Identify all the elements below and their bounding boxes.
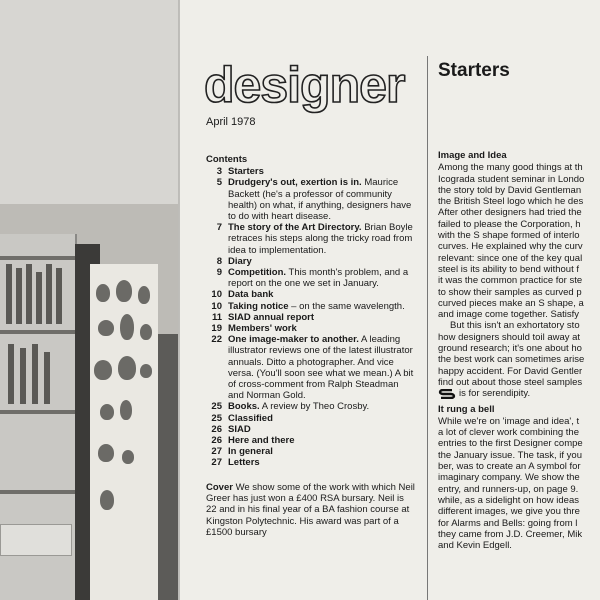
body-text-line: the best work can sometimes arise: [438, 354, 585, 366]
entry-page-number: 25: [211, 412, 222, 424]
body-text-line: they came from J.D. Creemer, Mik: [438, 528, 583, 540]
body-text-line: Among the many good things at th: [438, 162, 583, 174]
contents-entry: [206, 457, 416, 468]
entry-page-number: 5: [216, 177, 222, 189]
contents-entry: [206, 177, 416, 222]
cover-heading: Cover: [206, 482, 233, 493]
contents-entry: [206, 413, 416, 424]
body-text-line: But this isn't an exhortatory sto: [450, 320, 580, 332]
entry-description: Maurice Backett (he's a professor of community health) on what, if anything, designers have to do with heart disease.: [228, 177, 412, 223]
body-text-line: the January issue. The task, if you: [438, 449, 582, 461]
body-text-line: While we're on 'image and idea', t: [438, 415, 580, 427]
section-title: Starters: [438, 60, 510, 81]
british-steel-s-icon: [438, 389, 456, 399]
body-text-line: curved pieces make an S shape, a: [438, 297, 584, 309]
body-text-line: Icograda student seminar in Londo: [438, 173, 585, 185]
heading-it-rung-a-bell: It rung a bell: [438, 403, 495, 415]
entry-title: Drudgery's out, exertion is in.: [228, 177, 362, 189]
column-divider: [427, 56, 428, 600]
contents-title: Contents: [206, 154, 248, 165]
body-text-line: how designers should toil away at: [438, 331, 581, 343]
entry-page-number: 9: [216, 267, 222, 279]
contents-entry: [206, 334, 416, 401]
body-text-line: the story told by David Gentleman: [438, 184, 582, 196]
contents-entry: [206, 446, 416, 457]
body-text-line: ber, was to create an A symbol for: [438, 461, 581, 473]
body-text-line: relevant: since one of the key qual: [438, 252, 583, 264]
entry-page-number: 19: [211, 323, 222, 335]
entry-title: Classified: [228, 412, 273, 424]
entry-page-number: 8: [216, 255, 222, 267]
body-text-line: failed to please the Corporation, h: [438, 218, 581, 230]
entry-page-number: 10: [211, 289, 222, 301]
entry-page-number: 10: [211, 300, 222, 312]
body-text-line: a lot of clever work combining the: [438, 427, 579, 439]
entry-page-number: 27: [211, 457, 222, 469]
body-text-line: for Alarms and Bells: going from l: [438, 517, 578, 529]
contents-entry: [206, 166, 416, 177]
body-text-line: it was the common practice for ste: [438, 275, 583, 287]
entry-page-number: 26: [211, 423, 222, 435]
cover-text: We show some of the work with which Neil Greer has just won a £400 RSA bursary. Neil is 22 and in his final year of a BA fashion course at Kingston Polytechnic. His award was part of a £1500 bursary: [206, 482, 415, 538]
entry-page-number: 22: [211, 334, 222, 346]
body-text-line: steel is its ability to bend without f: [438, 263, 579, 275]
entry-title: Starters: [228, 166, 264, 178]
entry-page-number: 11: [211, 311, 222, 323]
entry-page-number: 27: [211, 446, 222, 458]
heading-image-and-idea: Image and Idea: [438, 150, 507, 161]
entry-page-number: 25: [211, 401, 222, 413]
shelving-unit: [0, 234, 77, 600]
body-text-line: entries to the first Designer compe: [438, 438, 583, 450]
body-text-line: entry, and runners-up, on page 9.: [438, 483, 579, 495]
body-text-line: After other designers had tried the: [438, 207, 582, 219]
body-text-line: curves. He explained why the curv: [438, 241, 583, 253]
body-text-line: the British Steel logo which he des: [438, 196, 584, 208]
entry-title: The story of the Art Directory.: [228, 222, 362, 234]
entry-description: This month's problem, and a report on the one we set in January.: [228, 267, 409, 290]
body-text-line: while, as a sidelight on how ideas: [438, 494, 580, 506]
entry-title: Competition.: [228, 267, 287, 279]
contents-entry: [206, 435, 416, 446]
entry-title: SIAD: [228, 423, 251, 435]
contents-entry: [206, 312, 416, 323]
contents-entry: [206, 267, 416, 289]
entry-page-number: 26: [211, 435, 222, 447]
contents-entry: [206, 301, 416, 312]
entry-title: Books.: [228, 401, 260, 413]
entry-title: Data bank: [228, 289, 274, 301]
entry-description: A leading illustrator reviews one of the latest illustrator annuals. Ditto a photographer. And vice versa. (You'll soon see what we mean.) A bit of cross-comment from Ralph Steadman and Norman Gold.: [228, 334, 414, 402]
body-text-line: and Kevin Edgell.: [438, 540, 512, 552]
body-text-line: to show their samples as curved p: [438, 286, 582, 298]
contents-entry: [206, 424, 416, 435]
entry-description: – on the same wavelength.: [288, 300, 405, 312]
magazine-logo: designer: [204, 57, 405, 113]
entry-title: Here and there: [228, 435, 295, 447]
contents-list: [206, 154, 416, 469]
body-text-line: with the S shape formed of interlo: [438, 230, 580, 242]
entry-description: Brian Boyle retraces his steps along the tricky road from idea to implementation.: [228, 222, 413, 256]
body-text-line: happy accident. For David Gentler: [438, 365, 583, 377]
entry-title: Taking notice: [228, 300, 289, 312]
right-page: [180, 0, 600, 600]
storage-box: [0, 524, 72, 556]
body-text-line: ground research; it's one about ho: [438, 343, 582, 355]
issue-date: April 1978: [206, 116, 256, 128]
fruit-poster: [90, 264, 158, 600]
entry-title: Members' work: [228, 323, 297, 335]
contents-entry: [206, 289, 416, 300]
left-page: [0, 0, 200, 600]
contents-entry: [206, 401, 416, 412]
body-text-line: imaginary company. We show the: [438, 472, 580, 484]
starters-column: [438, 150, 600, 551]
entry-page-number: 3: [216, 166, 222, 178]
contents-entry: [206, 323, 416, 334]
contents-entry: [206, 256, 416, 267]
entry-title: Diary: [228, 255, 252, 267]
entry-title: Letters: [228, 457, 260, 469]
body-text-line: find out about those steel samples: [438, 376, 583, 388]
entry-title: One image-maker to another.: [228, 334, 359, 346]
entry-title: SIAD annual report: [228, 311, 315, 323]
office-photo: [0, 204, 200, 600]
entry-page-number: 7: [216, 222, 222, 234]
entry-title: In general: [228, 446, 273, 458]
body-text-line: different images, we give you thre: [438, 506, 580, 518]
serendipity-line: is for serendipity.: [438, 388, 600, 399]
body-text-line: and image come together. Satisfy: [438, 309, 579, 321]
entry-description: A review by Theo Crosby.: [259, 401, 370, 413]
cover-note: [206, 482, 416, 538]
contents-entry: [206, 222, 416, 256]
